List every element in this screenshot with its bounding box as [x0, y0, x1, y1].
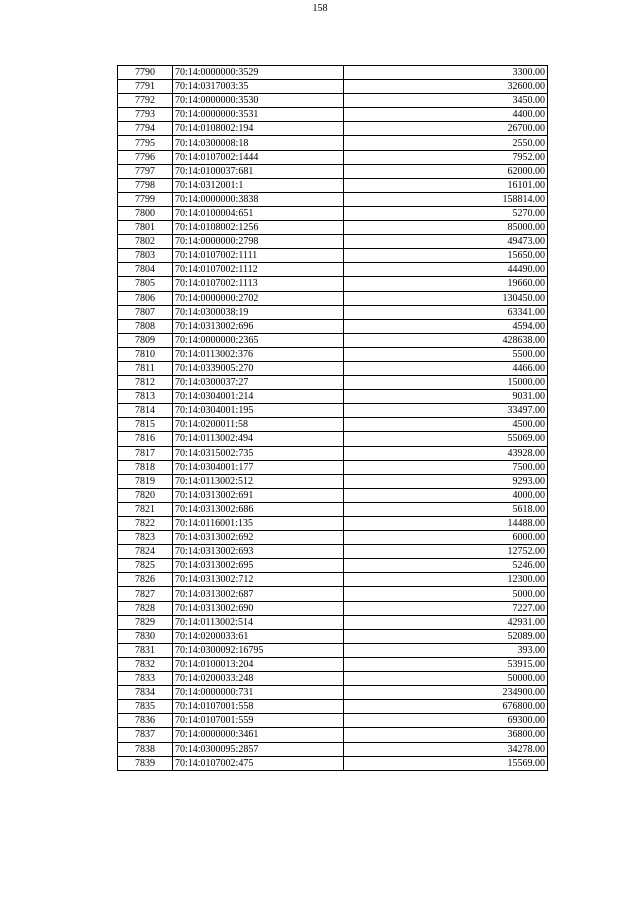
cadastral-number-cell: 70:14:0313002:691 — [173, 488, 344, 502]
row-number-cell: 7837 — [118, 728, 173, 742]
table-row — [118, 728, 548, 742]
row-number-cell: 7838 — [118, 742, 173, 756]
row-number-cell: 7796 — [118, 150, 173, 164]
value-cell: 393.00 — [344, 643, 548, 657]
value-cell: 3300.00 — [344, 66, 548, 80]
table-row — [118, 488, 548, 502]
row-number-cell: 7816 — [118, 432, 173, 446]
cadastral-number-cell: 70:14:0315002:735 — [173, 446, 344, 460]
value-cell: 4500.00 — [344, 418, 548, 432]
table-row — [118, 587, 548, 601]
table-row — [118, 249, 548, 263]
cadastral-number-cell: 70:14:0000000:2702 — [173, 291, 344, 305]
row-number-cell: 7791 — [118, 80, 173, 94]
row-number-cell: 7809 — [118, 333, 173, 347]
value-cell: 62000.00 — [344, 164, 548, 178]
row-number-cell: 7792 — [118, 94, 173, 108]
row-number-cell: 7790 — [118, 66, 173, 80]
table-row — [118, 446, 548, 460]
value-cell: 676800.00 — [344, 700, 548, 714]
row-number-cell: 7832 — [118, 657, 173, 671]
cadastral-number-cell: 70:14:0304001:214 — [173, 390, 344, 404]
table-row — [118, 756, 548, 770]
cadastral-number-cell: 70:14:0313002:692 — [173, 531, 344, 545]
cadastral-number-cell: 70:14:0107002:1113 — [173, 277, 344, 291]
row-number-cell: 7820 — [118, 488, 173, 502]
cadastral-number-cell: 70:14:0300037:27 — [173, 376, 344, 390]
row-number-cell: 7828 — [118, 601, 173, 615]
row-number-cell: 7834 — [118, 686, 173, 700]
value-cell: 5000.00 — [344, 587, 548, 601]
value-cell: 49473.00 — [344, 235, 548, 249]
cadastral-number-cell: 70:14:0313002:686 — [173, 502, 344, 516]
table-row — [118, 672, 548, 686]
cadastral-number-cell: 70:14:0200033:248 — [173, 672, 344, 686]
row-number-cell: 7793 — [118, 108, 173, 122]
table-row — [118, 657, 548, 671]
table-row — [118, 178, 548, 192]
value-cell: 33497.00 — [344, 404, 548, 418]
table-row — [118, 460, 548, 474]
table-row — [118, 206, 548, 220]
row-number-cell: 7836 — [118, 714, 173, 728]
cadastral-number-cell: 70:14:0000000:3838 — [173, 192, 344, 206]
cadastral-number-cell: 70:14:0107001:558 — [173, 700, 344, 714]
value-cell: 69300.00 — [344, 714, 548, 728]
value-cell: 4466.00 — [344, 361, 548, 375]
cadastral-number-cell: 70:14:0200033:61 — [173, 629, 344, 643]
table-row — [118, 559, 548, 573]
table-row — [118, 150, 548, 164]
row-number-cell: 7814 — [118, 404, 173, 418]
row-number-cell: 7839 — [118, 756, 173, 770]
value-cell: 7500.00 — [344, 460, 548, 474]
table-row — [118, 221, 548, 235]
cadastral-number-cell: 70:14:0100037:681 — [173, 164, 344, 178]
value-cell: 32600.00 — [344, 80, 548, 94]
cadastral-number-cell: 70:14:0107002:475 — [173, 756, 344, 770]
row-number-cell: 7819 — [118, 474, 173, 488]
value-cell: 9031.00 — [344, 390, 548, 404]
table-row — [118, 418, 548, 432]
cadastral-number-cell: 70:14:0300095:2857 — [173, 742, 344, 756]
row-number-cell: 7794 — [118, 122, 173, 136]
cadastral-number-cell: 70:14:0000000:3461 — [173, 728, 344, 742]
cadastral-number-cell: 70:14:0312001:1 — [173, 178, 344, 192]
row-number-cell: 7835 — [118, 700, 173, 714]
table-row — [118, 601, 548, 615]
table-row — [118, 545, 548, 559]
cadastral-number-cell: 70:14:0107001:559 — [173, 714, 344, 728]
table-row — [118, 333, 548, 347]
table-row — [118, 347, 548, 361]
cadastral-number-cell: 70:14:0000000:731 — [173, 686, 344, 700]
cadastral-number-cell: 70:14:0116001:135 — [173, 517, 344, 531]
row-number-cell: 7833 — [118, 672, 173, 686]
value-cell: 2550.00 — [344, 136, 548, 150]
table-row — [118, 531, 548, 545]
value-cell: 12300.00 — [344, 573, 548, 587]
table-row — [118, 263, 548, 277]
value-cell: 4594.00 — [344, 319, 548, 333]
value-cell: 12752.00 — [344, 545, 548, 559]
cadastral-number-cell: 70:14:0313002:687 — [173, 587, 344, 601]
row-number-cell: 7823 — [118, 531, 173, 545]
table-row — [118, 291, 548, 305]
row-number-cell: 7812 — [118, 376, 173, 390]
value-cell: 3450.00 — [344, 94, 548, 108]
value-cell: 50000.00 — [344, 672, 548, 686]
value-cell: 9293.00 — [344, 474, 548, 488]
cadastral-number-cell: 70:14:0100004:651 — [173, 206, 344, 220]
value-cell: 15000.00 — [344, 376, 548, 390]
row-number-cell: 7830 — [118, 629, 173, 643]
table-row — [118, 108, 548, 122]
table-row — [118, 517, 548, 531]
value-cell: 4400.00 — [344, 108, 548, 122]
row-number-cell: 7803 — [118, 249, 173, 263]
value-cell: 19660.00 — [344, 277, 548, 291]
value-cell: 5270.00 — [344, 206, 548, 220]
cadastral-number-cell: 70:14:0000000:2365 — [173, 333, 344, 347]
table-row — [118, 742, 548, 756]
value-cell: 234900.00 — [344, 686, 548, 700]
table-row — [118, 686, 548, 700]
cadastral-number-cell: 70:14:0304001:195 — [173, 404, 344, 418]
row-number-cell: 7810 — [118, 347, 173, 361]
table-row — [118, 136, 548, 150]
cadastral-number-cell: 70:14:0107002:1112 — [173, 263, 344, 277]
table-row — [118, 714, 548, 728]
cadastral-number-cell: 70:14:0300008:18 — [173, 136, 344, 150]
value-cell: 34278.00 — [344, 742, 548, 756]
cadastral-number-cell: 70:14:0339005:270 — [173, 361, 344, 375]
cadastral-number-cell: 70:14:0107002:1444 — [173, 150, 344, 164]
table-row — [118, 361, 548, 375]
cadastral-number-cell: 70:14:0108002:194 — [173, 122, 344, 136]
value-cell: 44490.00 — [344, 263, 548, 277]
row-number-cell: 7798 — [118, 178, 173, 192]
cadastral-number-cell: 70:14:0313002:712 — [173, 573, 344, 587]
row-number-cell: 7804 — [118, 263, 173, 277]
cadastral-number-cell: 70:14:0108002:1256 — [173, 221, 344, 235]
value-cell: 14488.00 — [344, 517, 548, 531]
table-row — [118, 66, 548, 80]
row-number-cell: 7800 — [118, 206, 173, 220]
table-row — [118, 404, 548, 418]
row-number-cell: 7829 — [118, 615, 173, 629]
table-row — [118, 573, 548, 587]
cadastral-number-cell: 70:14:0313002:693 — [173, 545, 344, 559]
value-cell: 130450.00 — [344, 291, 548, 305]
table-row — [118, 235, 548, 249]
cadastral-number-cell: 70:14:0000000:3529 — [173, 66, 344, 80]
value-cell: 4000.00 — [344, 488, 548, 502]
row-number-cell: 7826 — [118, 573, 173, 587]
cadastral-number-cell: 70:14:0113002:514 — [173, 615, 344, 629]
cadastral-table — [117, 65, 548, 771]
row-number-cell: 7802 — [118, 235, 173, 249]
value-cell: 16101.00 — [344, 178, 548, 192]
cadastral-number-cell: 70:14:0313002:696 — [173, 319, 344, 333]
table-row — [118, 164, 548, 178]
cadastral-number-cell: 70:14:0000000:3531 — [173, 108, 344, 122]
cadastral-number-cell: 70:14:0300092:16795 — [173, 643, 344, 657]
table-row — [118, 305, 548, 319]
row-number-cell: 7799 — [118, 192, 173, 206]
row-number-cell: 7811 — [118, 361, 173, 375]
table-body — [118, 66, 548, 771]
row-number-cell: 7822 — [118, 517, 173, 531]
table-row — [118, 122, 548, 136]
table-row — [118, 94, 548, 108]
value-cell: 52089.00 — [344, 629, 548, 643]
value-cell: 7952.00 — [344, 150, 548, 164]
table-row — [118, 502, 548, 516]
table-row — [118, 192, 548, 206]
value-cell: 15569.00 — [344, 756, 548, 770]
value-cell: 7227.00 — [344, 601, 548, 615]
cadastral-number-cell: 70:14:0313002:690 — [173, 601, 344, 615]
page-number: 158 — [312, 3, 328, 14]
row-number-cell: 7805 — [118, 277, 173, 291]
row-number-cell: 7824 — [118, 545, 173, 559]
cadastral-number-cell: 70:14:0313002:695 — [173, 559, 344, 573]
value-cell: 42931.00 — [344, 615, 548, 629]
row-number-cell: 7795 — [118, 136, 173, 150]
value-cell: 158814.00 — [344, 192, 548, 206]
cadastral-number-cell: 70:14:0200011:58 — [173, 418, 344, 432]
row-number-cell: 7817 — [118, 446, 173, 460]
table-row — [118, 376, 548, 390]
value-cell: 26700.00 — [344, 122, 548, 136]
value-cell: 6000.00 — [344, 531, 548, 545]
value-cell: 5246.00 — [344, 559, 548, 573]
row-number-cell: 7831 — [118, 643, 173, 657]
row-number-cell: 7801 — [118, 221, 173, 235]
table-row — [118, 700, 548, 714]
table-row — [118, 390, 548, 404]
value-cell: 43928.00 — [344, 446, 548, 460]
cadastral-number-cell: 70:14:0000000:3530 — [173, 94, 344, 108]
value-cell: 53915.00 — [344, 657, 548, 671]
cadastral-number-cell: 70:14:0113002:494 — [173, 432, 344, 446]
cadastral-number-cell: 70:14:0113002:512 — [173, 474, 344, 488]
row-number-cell: 7825 — [118, 559, 173, 573]
table-row — [118, 643, 548, 657]
table-row — [118, 432, 548, 446]
cadastral-number-cell: 70:14:0113002:376 — [173, 347, 344, 361]
value-cell: 428638.00 — [344, 333, 548, 347]
row-number-cell: 7821 — [118, 502, 173, 516]
row-number-cell: 7808 — [118, 319, 173, 333]
cadastral-number-cell: 70:14:0317003:35 — [173, 80, 344, 94]
row-number-cell: 7807 — [118, 305, 173, 319]
cadastral-number-cell: 70:14:0000000:2798 — [173, 235, 344, 249]
row-number-cell: 7827 — [118, 587, 173, 601]
row-number-cell: 7815 — [118, 418, 173, 432]
cadastral-number-cell: 70:14:0300038:19 — [173, 305, 344, 319]
value-cell: 55069.00 — [344, 432, 548, 446]
table-row — [118, 80, 548, 94]
row-number-cell: 7797 — [118, 164, 173, 178]
value-cell: 63341.00 — [344, 305, 548, 319]
table-row — [118, 319, 548, 333]
value-cell: 15650.00 — [344, 249, 548, 263]
value-cell: 5500.00 — [344, 347, 548, 361]
table-row — [118, 615, 548, 629]
value-cell: 5618.00 — [344, 502, 548, 516]
row-number-cell: 7818 — [118, 460, 173, 474]
cadastral-number-cell: 70:14:0100013:204 — [173, 657, 344, 671]
row-number-cell: 7806 — [118, 291, 173, 305]
value-cell: 36800.00 — [344, 728, 548, 742]
row-number-cell: 7813 — [118, 390, 173, 404]
table-row — [118, 277, 548, 291]
table-row — [118, 474, 548, 488]
value-cell: 85000.00 — [344, 221, 548, 235]
cadastral-number-cell: 70:14:0304001:177 — [173, 460, 344, 474]
table-row — [118, 629, 548, 643]
cadastral-number-cell: 70:14:0107002:1111 — [173, 249, 344, 263]
